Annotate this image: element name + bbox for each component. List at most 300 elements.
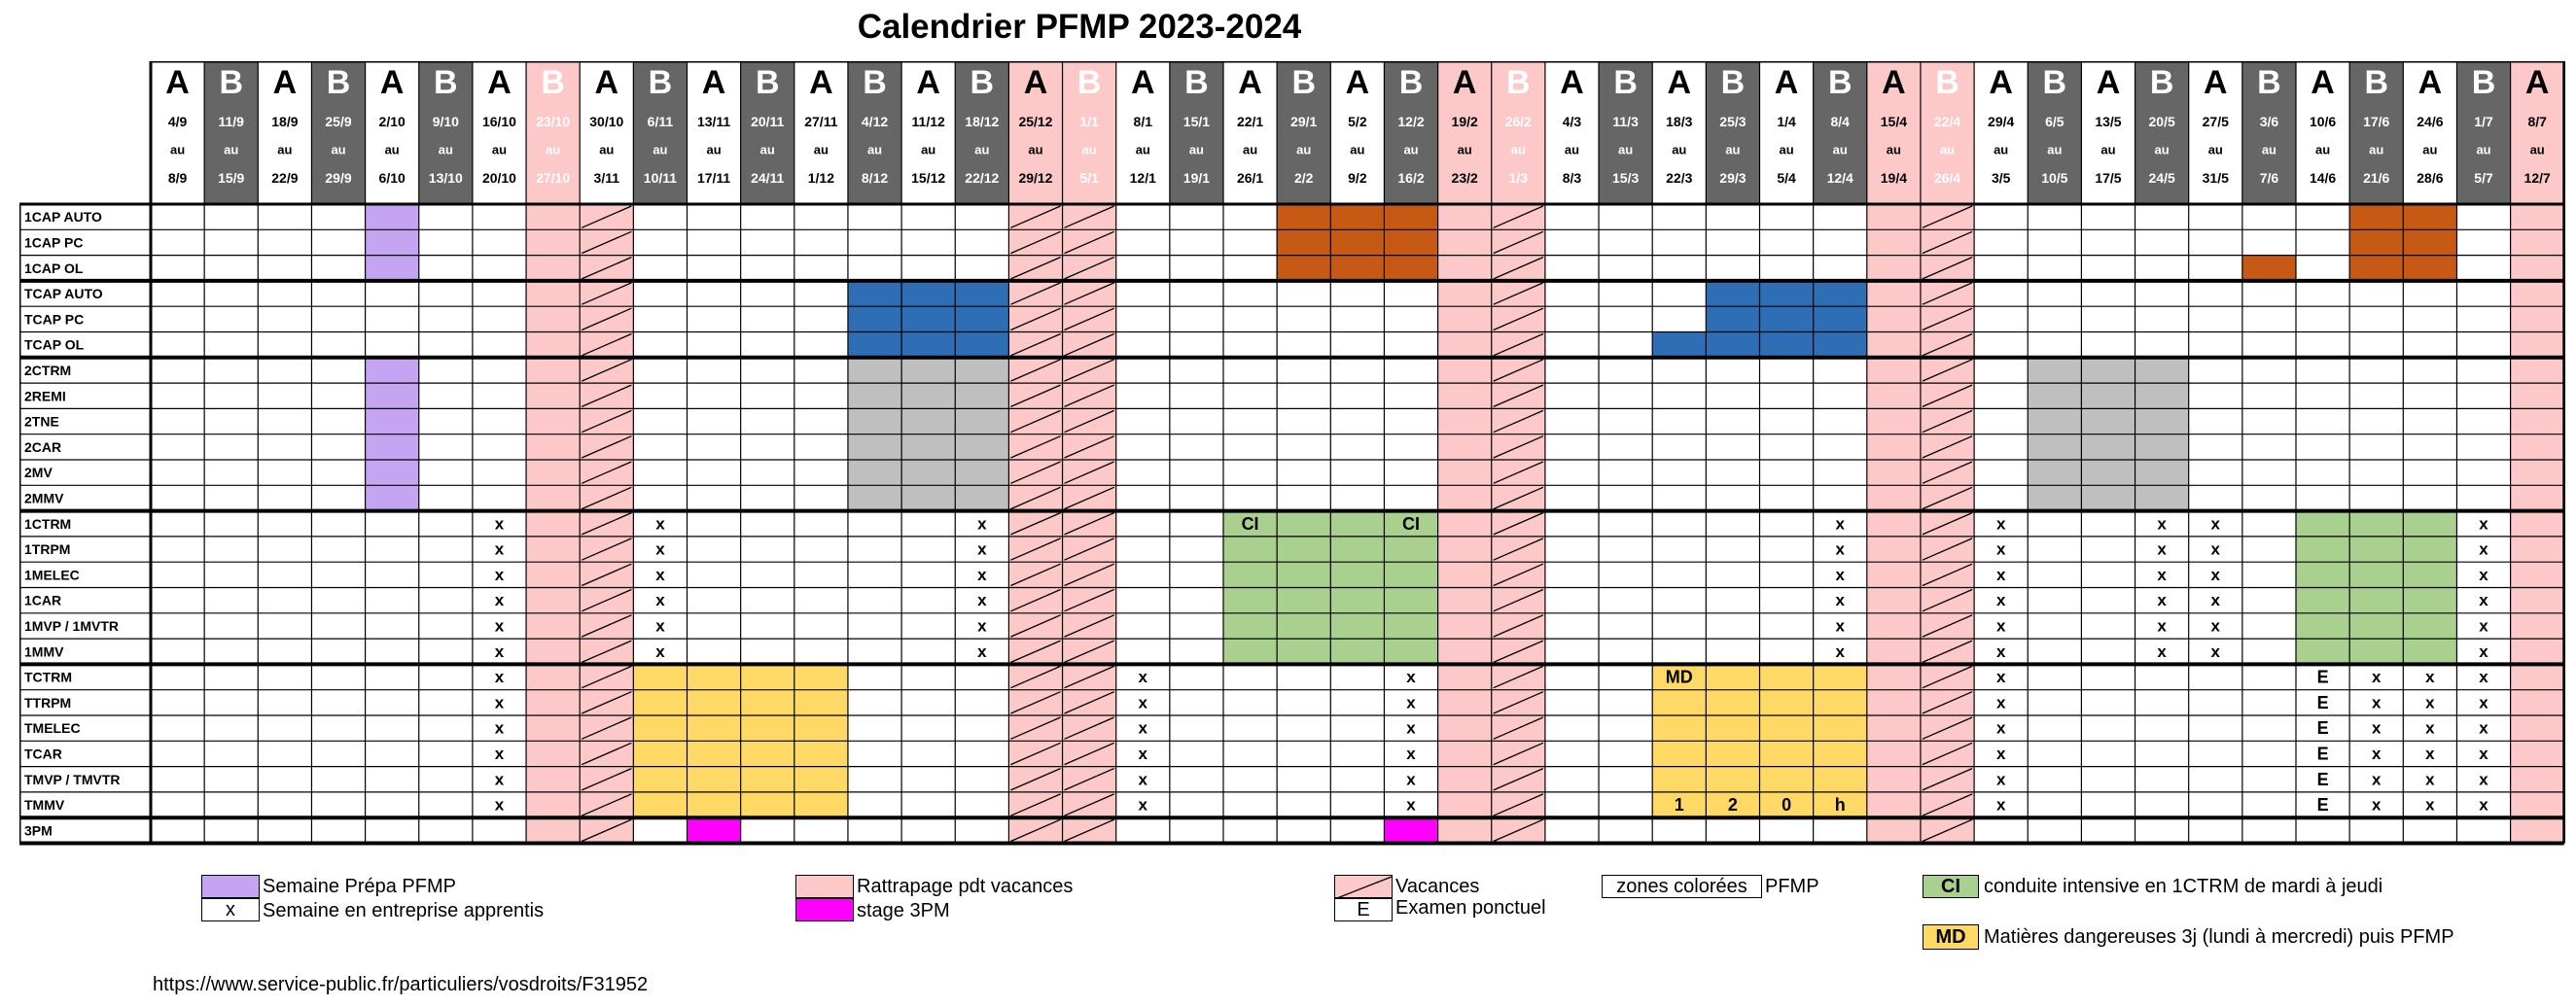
pfmp-cell-gray [2028, 358, 2081, 383]
week-ab-label: B [2364, 64, 2389, 101]
pfmp-cell-yellow [1706, 767, 1759, 792]
week-au-label: au [277, 142, 293, 157]
hatch-icon [1335, 876, 1393, 898]
apprentis-mark: x [1995, 744, 2006, 763]
week-au-label: au [331, 142, 346, 157]
pfmp-cell-blue [848, 306, 901, 331]
apprentis-mark: x [2210, 514, 2221, 534]
pfmp-cell-gray [901, 434, 955, 460]
week-ab-label: B [755, 64, 780, 101]
pfmp-cell-blue [1814, 281, 1867, 306]
week-au-label: au [1618, 142, 1634, 157]
pfmp-cell-blue [1706, 281, 1759, 306]
pfmp-cell-blue [955, 306, 1008, 331]
week-au-label: au [2476, 142, 2491, 157]
week-start-date: 25/3 [1719, 114, 1747, 129]
pfmp-cell-yellow [741, 715, 794, 741]
pfmp-cell-gray [848, 408, 901, 434]
pfmp-cell-green [2349, 639, 2403, 664]
apprentis-mark: x [977, 591, 987, 610]
week-au-label: au [2207, 142, 2223, 157]
apprentis-mark: x [655, 642, 665, 661]
week-start-date: 2/10 [378, 114, 406, 129]
cell-code-label: 0 [1782, 795, 1792, 816]
pfmp-cell-gray [2135, 434, 2189, 460]
pfmp-cell-blue [955, 332, 1008, 358]
pfmp-cell-yellow [1760, 767, 1814, 792]
pfmp-cell-prepa [366, 485, 419, 510]
pfmp-cell-orange [1330, 229, 1384, 255]
week-end-date: 6/10 [378, 170, 406, 186]
pfmp-cell-prepa [366, 460, 419, 485]
pfmp-cell-yellow [1706, 664, 1759, 689]
week-end-date: 12/1 [1129, 170, 1156, 186]
pfmp-cell-yellow [633, 767, 687, 792]
pfmp-cell-gray [2028, 434, 2081, 460]
week-end-date: 23/2 [1451, 170, 1478, 186]
apprentis-mark: x [2210, 616, 2221, 636]
apprentis-mark: x [977, 539, 987, 559]
pfmp-cell-blue [848, 332, 901, 358]
pfmp-cell-gray [848, 358, 901, 383]
pfmp-cell-yellow [741, 741, 794, 766]
week-start-date: 29/1 [1290, 114, 1318, 129]
legend-vacances-label: Vacances [1395, 876, 1480, 897]
week-start-date: 27/11 [804, 114, 838, 129]
week-au-label: au [1994, 142, 2009, 157]
week-start-date: 1/7 [2474, 114, 2493, 129]
apprentis-mark: x [1406, 770, 1416, 789]
week-ab-label: B [1076, 64, 1102, 101]
pfmp-cell-green [2296, 511, 2349, 537]
apprentis-mark: x [2479, 616, 2488, 636]
week-au-label: au [866, 142, 883, 157]
apprentis-mark: x [1995, 642, 2006, 661]
pfmp-cell-blue [848, 281, 901, 306]
week-au-label: au [2369, 142, 2384, 157]
pfmp-cell-yellow [1652, 690, 1706, 715]
class-row-label: TMVP / TMVTR [24, 771, 121, 787]
apprentis-mark: x [2479, 539, 2488, 559]
pfmp-cell-orange [1277, 256, 1330, 281]
pfmp-cell-yellow [741, 792, 794, 817]
apprentis-mark: x [2425, 795, 2435, 815]
week-ab-label: B [863, 64, 887, 101]
pfmp-cell-green [1223, 562, 1277, 587]
week-ab-label: B [1935, 64, 1959, 101]
week-ab-label: A [1560, 64, 1584, 101]
pfmp-cell-green [1384, 639, 1437, 664]
pfmp-cell-gray [2135, 383, 2189, 408]
pfmp-cell-yellow [794, 767, 848, 792]
apprentis-mark: x [2371, 668, 2382, 687]
legend-ci-mark: CI [1941, 876, 1960, 897]
pfmp-cell-green [2349, 588, 2403, 613]
apprentis-mark: x [655, 539, 665, 559]
week-au-label: au [921, 142, 936, 157]
week-au-label: au [2422, 142, 2438, 157]
week-end-date: 3/11 [593, 170, 620, 186]
apprentis-mark: x [2425, 693, 2435, 712]
week-ab-label: A [1667, 64, 1692, 101]
pfmp-cell-gray [2135, 485, 2189, 510]
legend-prepa-label: Semaine Prépa PFMP [263, 876, 456, 897]
apprentis-mark: x [494, 744, 505, 763]
class-row-label: 2CAR [24, 438, 62, 455]
week-start-date: 4/12 [861, 114, 889, 129]
pfmp-cell-blue [1760, 281, 1814, 306]
week-start-date: 18/12 [965, 114, 1000, 129]
week-end-date: 16/2 [1397, 170, 1425, 186]
week-ab-label: A [809, 64, 833, 101]
pfmp-cell-green [2296, 537, 2349, 562]
apprentis-mark: x [2210, 539, 2221, 559]
week-au-label: au [1242, 142, 1258, 157]
apprentis-mark: x [2157, 539, 2167, 559]
pfmp-cell-blue [901, 332, 955, 358]
week-ab-label: B [1613, 64, 1638, 101]
cell-code-label: MD [1665, 667, 1693, 687]
apprentis-mark: x [494, 514, 505, 534]
week-end-date: 12/4 [1826, 170, 1853, 186]
legend-md-label: Matières dangereuses 3j (lundi à mercredi) puis PFMP [1984, 926, 2454, 948]
apprentis-mark: x [977, 616, 987, 636]
apprentis-mark: x [2479, 668, 2488, 687]
pfmp-cell-blue [1706, 306, 1759, 331]
pfmp-cell-orange [2403, 204, 2456, 229]
week-ab-label: B [541, 64, 565, 101]
week-au-label: au [599, 142, 615, 157]
pfmp-cell-green [1330, 613, 1384, 639]
week-au-label: au [1510, 142, 1526, 157]
pfmp-cell-gray [2135, 460, 2189, 485]
pfmp-cell-prepa [366, 434, 419, 460]
pfmp-cell-gray [2135, 358, 2189, 383]
legend-examen-label: Examen ponctuel [1395, 897, 1546, 919]
pfmp-cell-yellow [1814, 715, 1867, 741]
class-row-label: 1CAP PC [24, 234, 84, 251]
week-end-date: 8/12 [861, 170, 889, 186]
week-ab-label: A [1882, 64, 1906, 101]
pfmp-cell-green [1277, 562, 1330, 587]
pfmp-cell-gray [2081, 358, 2135, 383]
week-end-date: 17/11 [696, 170, 731, 186]
pfmp-cell-gray [2028, 408, 2081, 434]
pfmp-cell-green [2349, 613, 2403, 639]
pfmp-cell-gray [901, 460, 955, 485]
pfmp-cell-gray [848, 485, 901, 510]
class-row-label: 2REMI [24, 388, 66, 404]
apprentis-mark: x [2371, 744, 2382, 763]
week-ab-label: A [165, 64, 190, 101]
week-ab-label: A [1452, 64, 1477, 101]
apprentis-mark: x [977, 565, 987, 584]
week-end-date: 14/6 [2309, 170, 2337, 186]
week-end-date: 5/7 [2474, 170, 2493, 186]
week-start-date: 25/9 [325, 114, 352, 129]
pfmp-cell-yellow [741, 690, 794, 715]
week-end-date: 31/5 [2202, 170, 2229, 186]
pfmp-cell-prepa [366, 383, 419, 408]
week-au-label: au [1672, 142, 1687, 157]
pfmp-cell-green [1330, 537, 1384, 562]
week-end-date: 22/3 [1666, 170, 1693, 186]
apprentis-mark: x [2425, 770, 2435, 789]
apprentis-mark: x [2210, 565, 2221, 584]
week-ab-label: B [1184, 64, 1209, 101]
week-start-date: 4/9 [167, 114, 188, 129]
apprentis-mark: x [2210, 642, 2221, 661]
pfmp-cell-yellow [1652, 741, 1706, 766]
apprentis-mark: x [2425, 668, 2435, 687]
pfmp-cell-yellow [1814, 741, 1867, 766]
pfmp-cell-yellow [1814, 690, 1867, 715]
week-end-date: 21/6 [2363, 170, 2390, 186]
week-au-label: au [1564, 142, 1580, 157]
pfmp-cell-green [2403, 511, 2456, 537]
pfmp-cell-green [1223, 537, 1277, 562]
pfmp-cell-green [1384, 537, 1437, 562]
week-start-date: 26/2 [1504, 114, 1532, 129]
pfmp-cell-green [1330, 639, 1384, 664]
apprentis-mark: x [655, 616, 665, 636]
week-start-date: 17/6 [2363, 114, 2390, 129]
class-row-label: 2CTRM [24, 362, 72, 378]
week-au-label: au [1135, 142, 1150, 157]
apprentis-mark: x [2425, 718, 2435, 738]
calendar-table [19, 61, 2565, 853]
apprentis-mark: x [977, 642, 987, 661]
pfmp-cell-blue [901, 306, 955, 331]
week-end-date: 29/9 [325, 170, 352, 186]
week-end-date: 12/7 [2523, 170, 2551, 186]
pfmp-cell-yellow [794, 690, 848, 715]
pfmp-cell-orange [1277, 204, 1330, 229]
legend-ci-label: conduite intensive en 1CTRM de mardi à jeudi [1984, 876, 2383, 897]
apprentis-mark: x [1995, 616, 2006, 636]
pfmp-cell-orange [2403, 229, 2456, 255]
class-row-label: TCAP OL [24, 336, 85, 353]
week-ab-label: B [434, 64, 458, 101]
apprentis-mark: x [1835, 539, 1845, 559]
pfmp-cell-green [1277, 537, 1330, 562]
cell-code-label: E [2316, 667, 2329, 687]
week-au-label: au [224, 142, 239, 157]
pfmp-cell-yellow [1814, 767, 1867, 792]
apprentis-mark: x [1995, 795, 2006, 815]
pfmp-cell-gray [955, 485, 1008, 510]
pfmp-cell-green [1330, 511, 1384, 537]
pfmp-cell-yellow [633, 690, 687, 715]
week-start-date: 12/2 [1397, 114, 1425, 129]
pfmp-cell-gray [955, 460, 1008, 485]
class-row-label: 1MVP / 1MVTR [24, 617, 119, 634]
cell-code-label: E [2316, 718, 2329, 739]
week-end-date: 15/3 [1612, 170, 1640, 186]
pfmp-cell-blue [1814, 332, 1867, 358]
apprentis-mark: x [494, 693, 505, 712]
apprentis-mark: x [494, 718, 505, 738]
pfmp-cell-yellow [1760, 690, 1814, 715]
rattrapage-column [1867, 204, 1921, 844]
week-start-date: 8/7 [2527, 114, 2547, 129]
apprentis-mark: x [1406, 718, 1416, 738]
week-end-date: 2/2 [1293, 170, 1314, 186]
apprentis-mark: x [1406, 744, 1416, 763]
apprentis-mark: x [1995, 565, 2006, 584]
apprentis-mark: x [2371, 795, 2382, 815]
class-row-label: 1CAP OL [24, 260, 84, 276]
rattrapage-column [1438, 204, 1492, 844]
pfmp-cell-gray [2081, 408, 2135, 434]
pfmp-cell-yellow [1652, 767, 1706, 792]
cell-code-label: CI [1402, 513, 1421, 534]
apprentis-mark: x [1995, 693, 2006, 712]
week-ab-label: B [648, 64, 673, 101]
class-row-label: 1CAP AUTO [24, 209, 102, 226]
pfmp-cell-orange [1330, 256, 1384, 281]
apprentis-mark: x [2479, 565, 2488, 584]
pfmp-cell-yellow [1760, 715, 1814, 741]
week-end-date: 20/10 [481, 170, 516, 186]
class-row-label: TCAR [24, 746, 62, 762]
pfmp-cell-gray [955, 358, 1008, 383]
week-au-label: au [1832, 142, 1848, 157]
pfmp-cell-orange [1277, 229, 1330, 255]
week-ab-label: A [379, 64, 405, 101]
week-start-date: 19/2 [1451, 114, 1478, 129]
pfmp-cell-green [1277, 613, 1330, 639]
pfmp-cell-yellow [1760, 664, 1814, 689]
pfmp-cell-gray [901, 383, 955, 408]
pfmp-cell-gray [901, 358, 955, 383]
week-ab-label: A [487, 64, 512, 101]
week-au-label: au [1779, 142, 1794, 157]
pfmp-cell-gray [2028, 383, 2081, 408]
apprentis-mark: x [2425, 744, 2435, 763]
week-end-date: 22/12 [965, 170, 1000, 186]
pfmp-cell-blue [1706, 332, 1759, 358]
apprentis-mark: x [494, 770, 505, 789]
week-ab-label: B [1506, 64, 1531, 101]
pfmp-cell-green [2296, 613, 2349, 639]
week-end-date: 29/12 [1018, 170, 1053, 186]
week-start-date: 11/12 [911, 114, 945, 129]
pfmp-cell-green [1223, 613, 1277, 639]
apprentis-mark: x [494, 565, 505, 584]
pfmp-cell-gray [848, 383, 901, 408]
pfmp-cell-yellow [794, 664, 848, 689]
week-start-date: 9/10 [432, 114, 459, 129]
week-ab-label: B [2257, 64, 2281, 101]
footer-url[interactable]: https://www.service-public.fr/particuliers/vosdroits/F31952 [153, 974, 649, 995]
pfmp-cell-yellow [1652, 715, 1706, 741]
legend-zones-box-label: zones colorées [1616, 876, 1747, 897]
apprentis-mark: x [494, 668, 505, 687]
pfmp-cell-gray [901, 408, 955, 434]
legend-zones-label: PFMP [1765, 876, 1819, 897]
week-start-date: 16/10 [481, 114, 516, 129]
week-ab-label: B [1827, 64, 1853, 101]
pfmp-cell-green [1277, 511, 1330, 537]
pfmp-cell-blue [1814, 306, 1867, 331]
apprentis-mark: x [494, 642, 505, 661]
rattrapage-column [2511, 204, 2564, 844]
apprentis-mark: x [1835, 514, 1845, 534]
week-au-label: au [1886, 142, 1901, 157]
week-au-label: au [759, 142, 775, 157]
pfmp-cell-gray [2081, 383, 2135, 408]
pfmp-cell-yellow [688, 690, 741, 715]
week-ab-label: A [1238, 64, 1262, 101]
week-end-date: 17/5 [2095, 170, 2122, 186]
week-au-label: au [1939, 142, 1956, 157]
apprentis-mark: x [1406, 668, 1416, 687]
week-ab-label: B [326, 64, 351, 101]
week-start-date: 8/1 [1133, 114, 1153, 129]
week-au-label: au [2100, 142, 2116, 157]
week-start-date: 5/2 [1348, 114, 1367, 129]
apprentis-mark: x [494, 591, 505, 610]
pfmp-cell-green [1223, 588, 1277, 613]
week-start-date: 15/1 [1182, 114, 1211, 129]
week-start-date: 6/5 [2045, 114, 2064, 129]
pfmp-cell-gray [2081, 460, 2135, 485]
pfmp-cell-stage3pm [1384, 817, 1437, 843]
pfmp-cell-orange [2349, 204, 2403, 229]
pfmp-cell-green [1330, 562, 1384, 587]
pfmp-cell-blue [1652, 332, 1706, 358]
pfmp-cell-yellow [688, 792, 741, 817]
apprentis-mark: x [2479, 693, 2488, 712]
apprentis-mark: x [2157, 591, 2167, 610]
week-start-date: 27/5 [2202, 114, 2229, 129]
apprentis-mark: x [1138, 795, 1148, 815]
pfmp-cell-yellow [633, 664, 687, 689]
week-start-date: 20/11 [751, 114, 785, 129]
week-au-label: au [2261, 142, 2277, 157]
pfmp-cell-prepa [366, 204, 419, 229]
week-start-date: 10/6 [2309, 114, 2337, 129]
legend-stage3pm-swatch [795, 898, 854, 921]
apprentis-mark: x [1406, 693, 1416, 712]
week-ab-label: A [2203, 64, 2228, 101]
week-end-date: 9/2 [1348, 170, 1367, 186]
week-end-date: 27/10 [536, 170, 571, 186]
pfmp-cell-gray [848, 460, 901, 485]
cell-code-label: E [2316, 692, 2329, 712]
pfmp-cell-green [1277, 588, 1330, 613]
legend-examen-mark: E [1357, 899, 1370, 920]
week-end-date: 24/5 [2148, 170, 2175, 186]
pfmp-cell-gray [901, 485, 955, 510]
apprentis-mark: x [2157, 565, 2167, 584]
apprentis-mark: x [2479, 591, 2488, 610]
class-row-label: TCAP PC [24, 311, 85, 328]
apprentis-mark: x [655, 565, 665, 584]
week-start-date: 11/3 [1612, 114, 1639, 129]
apprentis-mark: x [1138, 770, 1148, 789]
legend-vacances-swatch [1334, 875, 1393, 898]
week-au-label: au [169, 142, 186, 157]
week-start-date: 20/5 [2148, 114, 2175, 129]
pfmp-cell-orange [1384, 256, 1437, 281]
pfmp-cell-yellow [741, 767, 794, 792]
pfmp-cell-yellow [688, 664, 741, 689]
week-au-label: au [491, 142, 508, 157]
apprentis-mark: x [2479, 642, 2488, 661]
week-ab-label: B [2149, 64, 2174, 101]
